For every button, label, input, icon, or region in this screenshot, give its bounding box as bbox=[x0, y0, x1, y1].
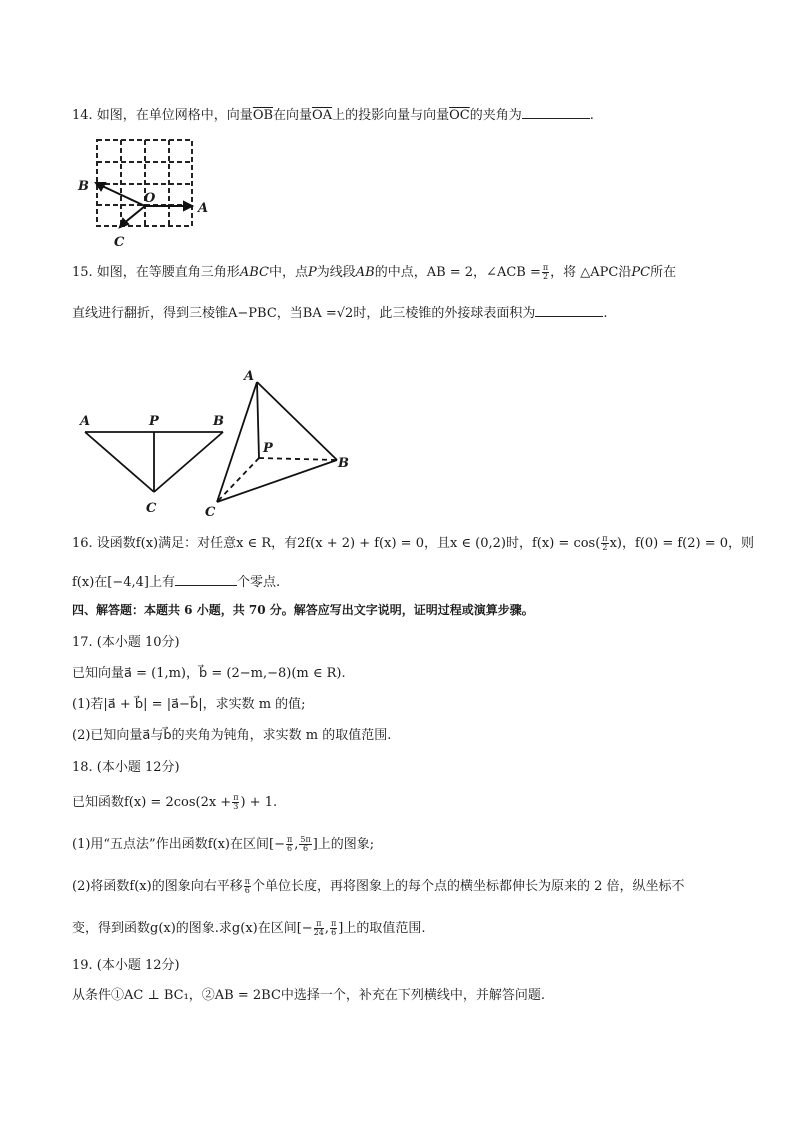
q17-part2: (2)已知向量a⃗与b⃗的夹角为钝角，求实数 m 的取值范围. bbox=[72, 728, 392, 743]
q17-part1: (1)若|a⃗ + b⃗| = |a⃗−b⃗|，求实数 m 的值; bbox=[72, 697, 306, 712]
flat-label-p: P bbox=[149, 414, 159, 429]
q15-line1: 15. 如图，在等腰直角三角形ABC中，点P为线段AB的中点，AB = 2，∠ACB = $\frac{\pi}{2}$ ，将 △APC沿PC所在 bbox=[72, 263, 677, 281]
q16-line1: 16. 设函数f(x)满足：对任意x ∈ R，有2f(x + 2) + f(x) = 0，且x ∈ (0,2)时，f(x) = cos( $\frac{\pi}{2}$ x)，f(0) = f(2) = 0，则 bbox=[72, 534, 755, 552]
q18-title: 18. (本小题 12分) bbox=[72, 760, 180, 775]
fraction: $\frac{5\pi}{6}$ bbox=[300, 835, 311, 853]
label-o: O bbox=[144, 191, 156, 206]
vector-ob-arrow bbox=[100, 185, 145, 206]
answer-blank[interactable] bbox=[175, 571, 237, 586]
fraction: $\frac{\pi}{6}$ bbox=[286, 835, 293, 853]
q15-line2: 直线进行翻折，得到三棱锥A−PBC，当BA =√2时，此三棱锥的外接球表面积为 . bbox=[72, 302, 607, 323]
fraction: $\frac{\pi}{24}$ bbox=[313, 919, 324, 937]
q16-line2: f(x)在[−4,4]上有 个零点. bbox=[72, 571, 280, 592]
q19-text: 从条件①AC ⊥ BC₁，②AB = 2BC中选择一个，补充在下列横线中，并解答问题. bbox=[72, 988, 546, 1003]
answer-blank[interactable] bbox=[535, 302, 603, 317]
label-c: C bbox=[114, 235, 125, 250]
fraction: $\frac{\pi}{6}$ bbox=[244, 877, 250, 895]
q14-text: 14. 如图，在单位网格中，向量$\overline{OB}$在向量$\overline{OA}$上的投影向量与向量$\overline{OC}$的夹角为 . bbox=[72, 104, 594, 125]
q17-given: 已知向量a⃗ = (1,m)，b⃗ = (2−m,−8)(m ∈ R). bbox=[72, 666, 346, 681]
label-a: A bbox=[198, 201, 209, 216]
q18-part2-cont: 变，得到函数g(x)的图象.求g(x)在区间[− $\frac{\pi}{24}$ , $\frac{\pi}{6}$ ]上的取值范围. bbox=[72, 919, 426, 937]
vector-oa: $\overline{OA}$ bbox=[312, 108, 333, 123]
answer-blank[interactable] bbox=[522, 104, 590, 119]
q15-triangle-figure bbox=[72, 362, 372, 527]
q18-part2: (2)将函数f(x)的图象向右平移 $\frac{\pi}{6}$ 个单位长度，再将图象上的每个点的横坐标都伸长为原来的 2 倍，纵坐标不 bbox=[72, 877, 685, 895]
q14-grid-figure bbox=[72, 132, 232, 252]
section-heading: 四、解答题：本题共 6 小题，共 70 分。解答应写出文字说明，证明过程或演算步骤。 bbox=[72, 603, 534, 617]
label-b: B bbox=[78, 179, 89, 194]
fraction: $\frac{\pi}{3}$ bbox=[233, 793, 239, 811]
fraction: $\frac{\pi}{2}$ bbox=[602, 534, 608, 552]
pyramid-label-a: A bbox=[244, 369, 255, 384]
pyramid-label-b: B bbox=[338, 456, 349, 471]
fraction: $\frac{\pi}{6}$ bbox=[331, 919, 337, 937]
pyramid-label-c: C bbox=[205, 505, 216, 520]
fraction: $\frac{\pi}{2}$ bbox=[542, 263, 549, 281]
q18-given: 已知函数f(x) = 2cos(2x + $\frac{\pi}{3}$ ) + 1. bbox=[72, 793, 278, 811]
vector-ob: $\overline{OB}$ bbox=[252, 108, 274, 123]
flat-label-c: C bbox=[146, 501, 157, 516]
q19-title: 19. (本小题 12分) bbox=[72, 958, 180, 973]
flat-label-a: A bbox=[80, 414, 91, 429]
pyramid-label-p: P bbox=[263, 441, 273, 456]
q18-part1: (1)用“五点法”作出函数f(x)在区间[− $\frac{\pi}{6}$ , $\frac{5\pi}{6}$ ]上的图象; bbox=[72, 835, 375, 853]
q17-title: 17. (本小题 10分) bbox=[72, 635, 180, 650]
vector-oc: $\overline{OC}$ bbox=[449, 108, 470, 123]
flat-label-b: B bbox=[213, 414, 224, 429]
